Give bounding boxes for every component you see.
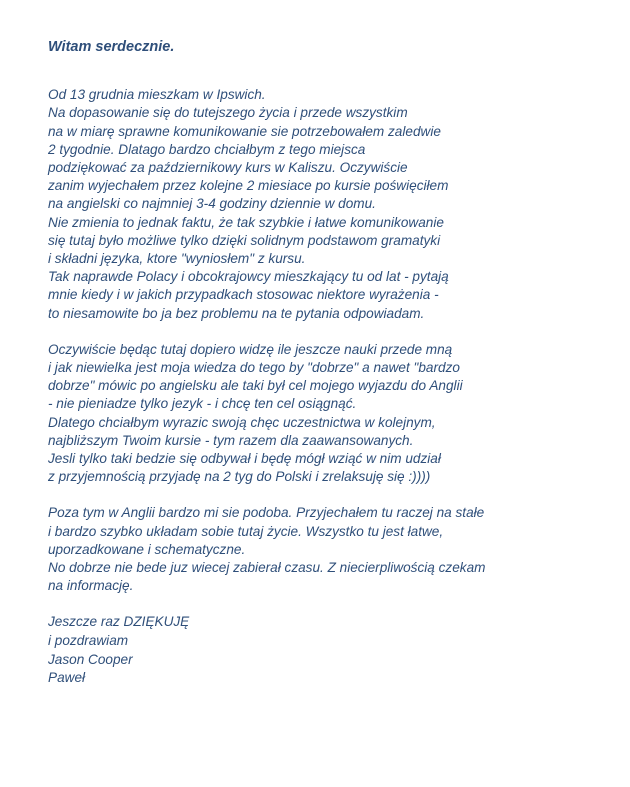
text-line: dobrze" mówic po angielsku ale taki był cel mojego wyjazdu do Anglii	[48, 378, 463, 394]
text-line: to niesamowite bo ja bez problemu na te pytania odpowiadam.	[48, 305, 425, 321]
text-line: najbliższym Twoim kursie - tym razem dla zaawansowanych.	[48, 432, 414, 448]
text-line: Od 13 grudnia mieszkam w Ipswich.	[48, 87, 266, 103]
signature-name: Paweł	[48, 670, 86, 686]
text-line: i składni języka, ktore "wyniosłem" z kursu.	[48, 251, 306, 267]
text-line: z przyjemnością przyjadę na 2 tyg do Polski i zrelaksuję się :))))	[48, 469, 431, 485]
letter-greeting: Witam serdecznie.	[48, 39, 175, 55]
text-line: zanim wyjechałem przez kolejne 2 miesiace po kursie poświęciłem	[48, 178, 449, 194]
signature-name: Jason Cooper	[48, 651, 133, 667]
paragraph-2	[48, 341, 618, 487]
text-line: na w miarę sprawne komunikowanie sie potrzebowałem zaledwie	[48, 123, 441, 139]
letter-body	[48, 38, 618, 688]
text-line: i jak niewielka jest moja wiedza do tego by "dobrze" a nawet "bardzo	[48, 360, 460, 376]
paragraph-1	[48, 86, 618, 323]
text-line: Poza tym w Anglii bardzo mi sie podoba. Przyjechałem tu raczej na stałe	[48, 505, 485, 521]
text-line: Oczywiście będąc tutaj dopiero widzę ile jeszcze nauki przede mną	[48, 341, 453, 357]
letter-signoff	[48, 613, 618, 687]
text-line: - nie pieniadze tylko jezyk - i chcę ten cel osiągnąć.	[48, 396, 357, 412]
text-line: na informację.	[48, 578, 134, 594]
text-line: Jesli tylko taki bedzie się odbywał i będę mógł wziąć w nim udział	[48, 451, 441, 467]
paragraph-3	[48, 504, 618, 595]
text-line: uporzadkowane i schematyczne.	[48, 541, 246, 557]
text-line: się tutaj było możliwe tylko dzięki solidnym podstawom gramatyki	[48, 232, 441, 248]
text-line: podziękować za październikowy kurs w Kaliszu. Oczywiście	[48, 160, 408, 176]
text-line: Na dopasowanie się do tutejszego życia i przede wszystkim	[48, 105, 408, 121]
text-line: mnie kiedy i w jakich przypadkach stosowac niektore wyrażenia -	[48, 287, 439, 303]
text-line: Nie zmienia to jednak faktu, że tak szybkie i łatwe komunikowanie	[48, 214, 444, 230]
text-line: 2 tygodnie. Dlatago bardzo chciałbym z tego miejsca	[48, 141, 366, 157]
closing-line: i pozdrawiam	[48, 633, 129, 649]
text-line: Dlatego chciałbym wyrazic swoją chęc uczestnictwa w kolejnym,	[48, 414, 436, 430]
text-line: i bardzo szybko układam sobie tutaj życie. Wszystko tu jest łatwe,	[48, 523, 444, 539]
text-line: na angielski co najmniej 3-4 godziny dziennie w domu.	[48, 196, 376, 212]
text-line: Tak naprawde Polacy i obcokrajowcy mieszkający tu od lat - pytają	[48, 269, 449, 285]
text-line: No dobrze nie bede juz wiecej zabierał czasu. Z niecierpliwością czekam	[48, 560, 486, 576]
closing-line: Jeszcze raz DZIĘKUJĘ	[48, 614, 190, 630]
